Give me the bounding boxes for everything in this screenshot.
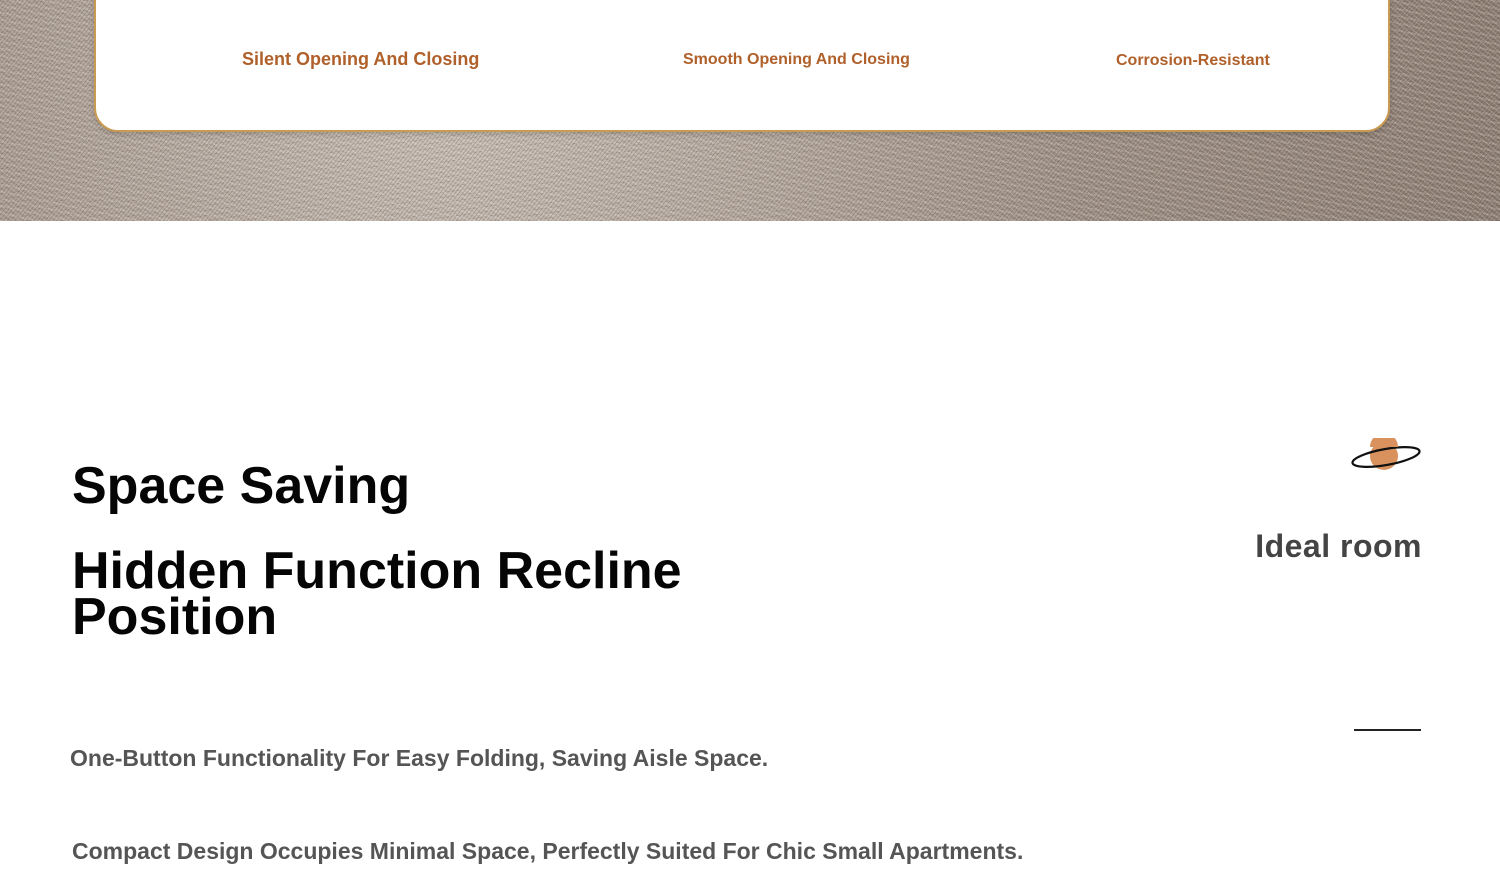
feature-description-2: Compact Design Occupies Minimal Space, Perfectly Suited For Chic Small Apartments. [72,838,1024,864]
feature-smooth-label: Smooth Opening And Closing [683,51,910,68]
feature-corrosion-label: Corrosion-Resistant [1116,52,1270,69]
feature-description-1: One-Button Functionality For Easy Folding, Saving Aisle Space. [70,745,769,771]
planet-icon [1350,438,1422,474]
feature-silent-label: Silent Opening And Closing [242,49,480,69]
feature-card [94,0,1390,132]
section-subtitle-heading: Hidden Function Recline Position [72,542,682,646]
decorative-divider [1354,729,1421,731]
ideal-room-label: Ideal room [1255,528,1422,564]
section-title: Space Saving [72,457,411,515]
